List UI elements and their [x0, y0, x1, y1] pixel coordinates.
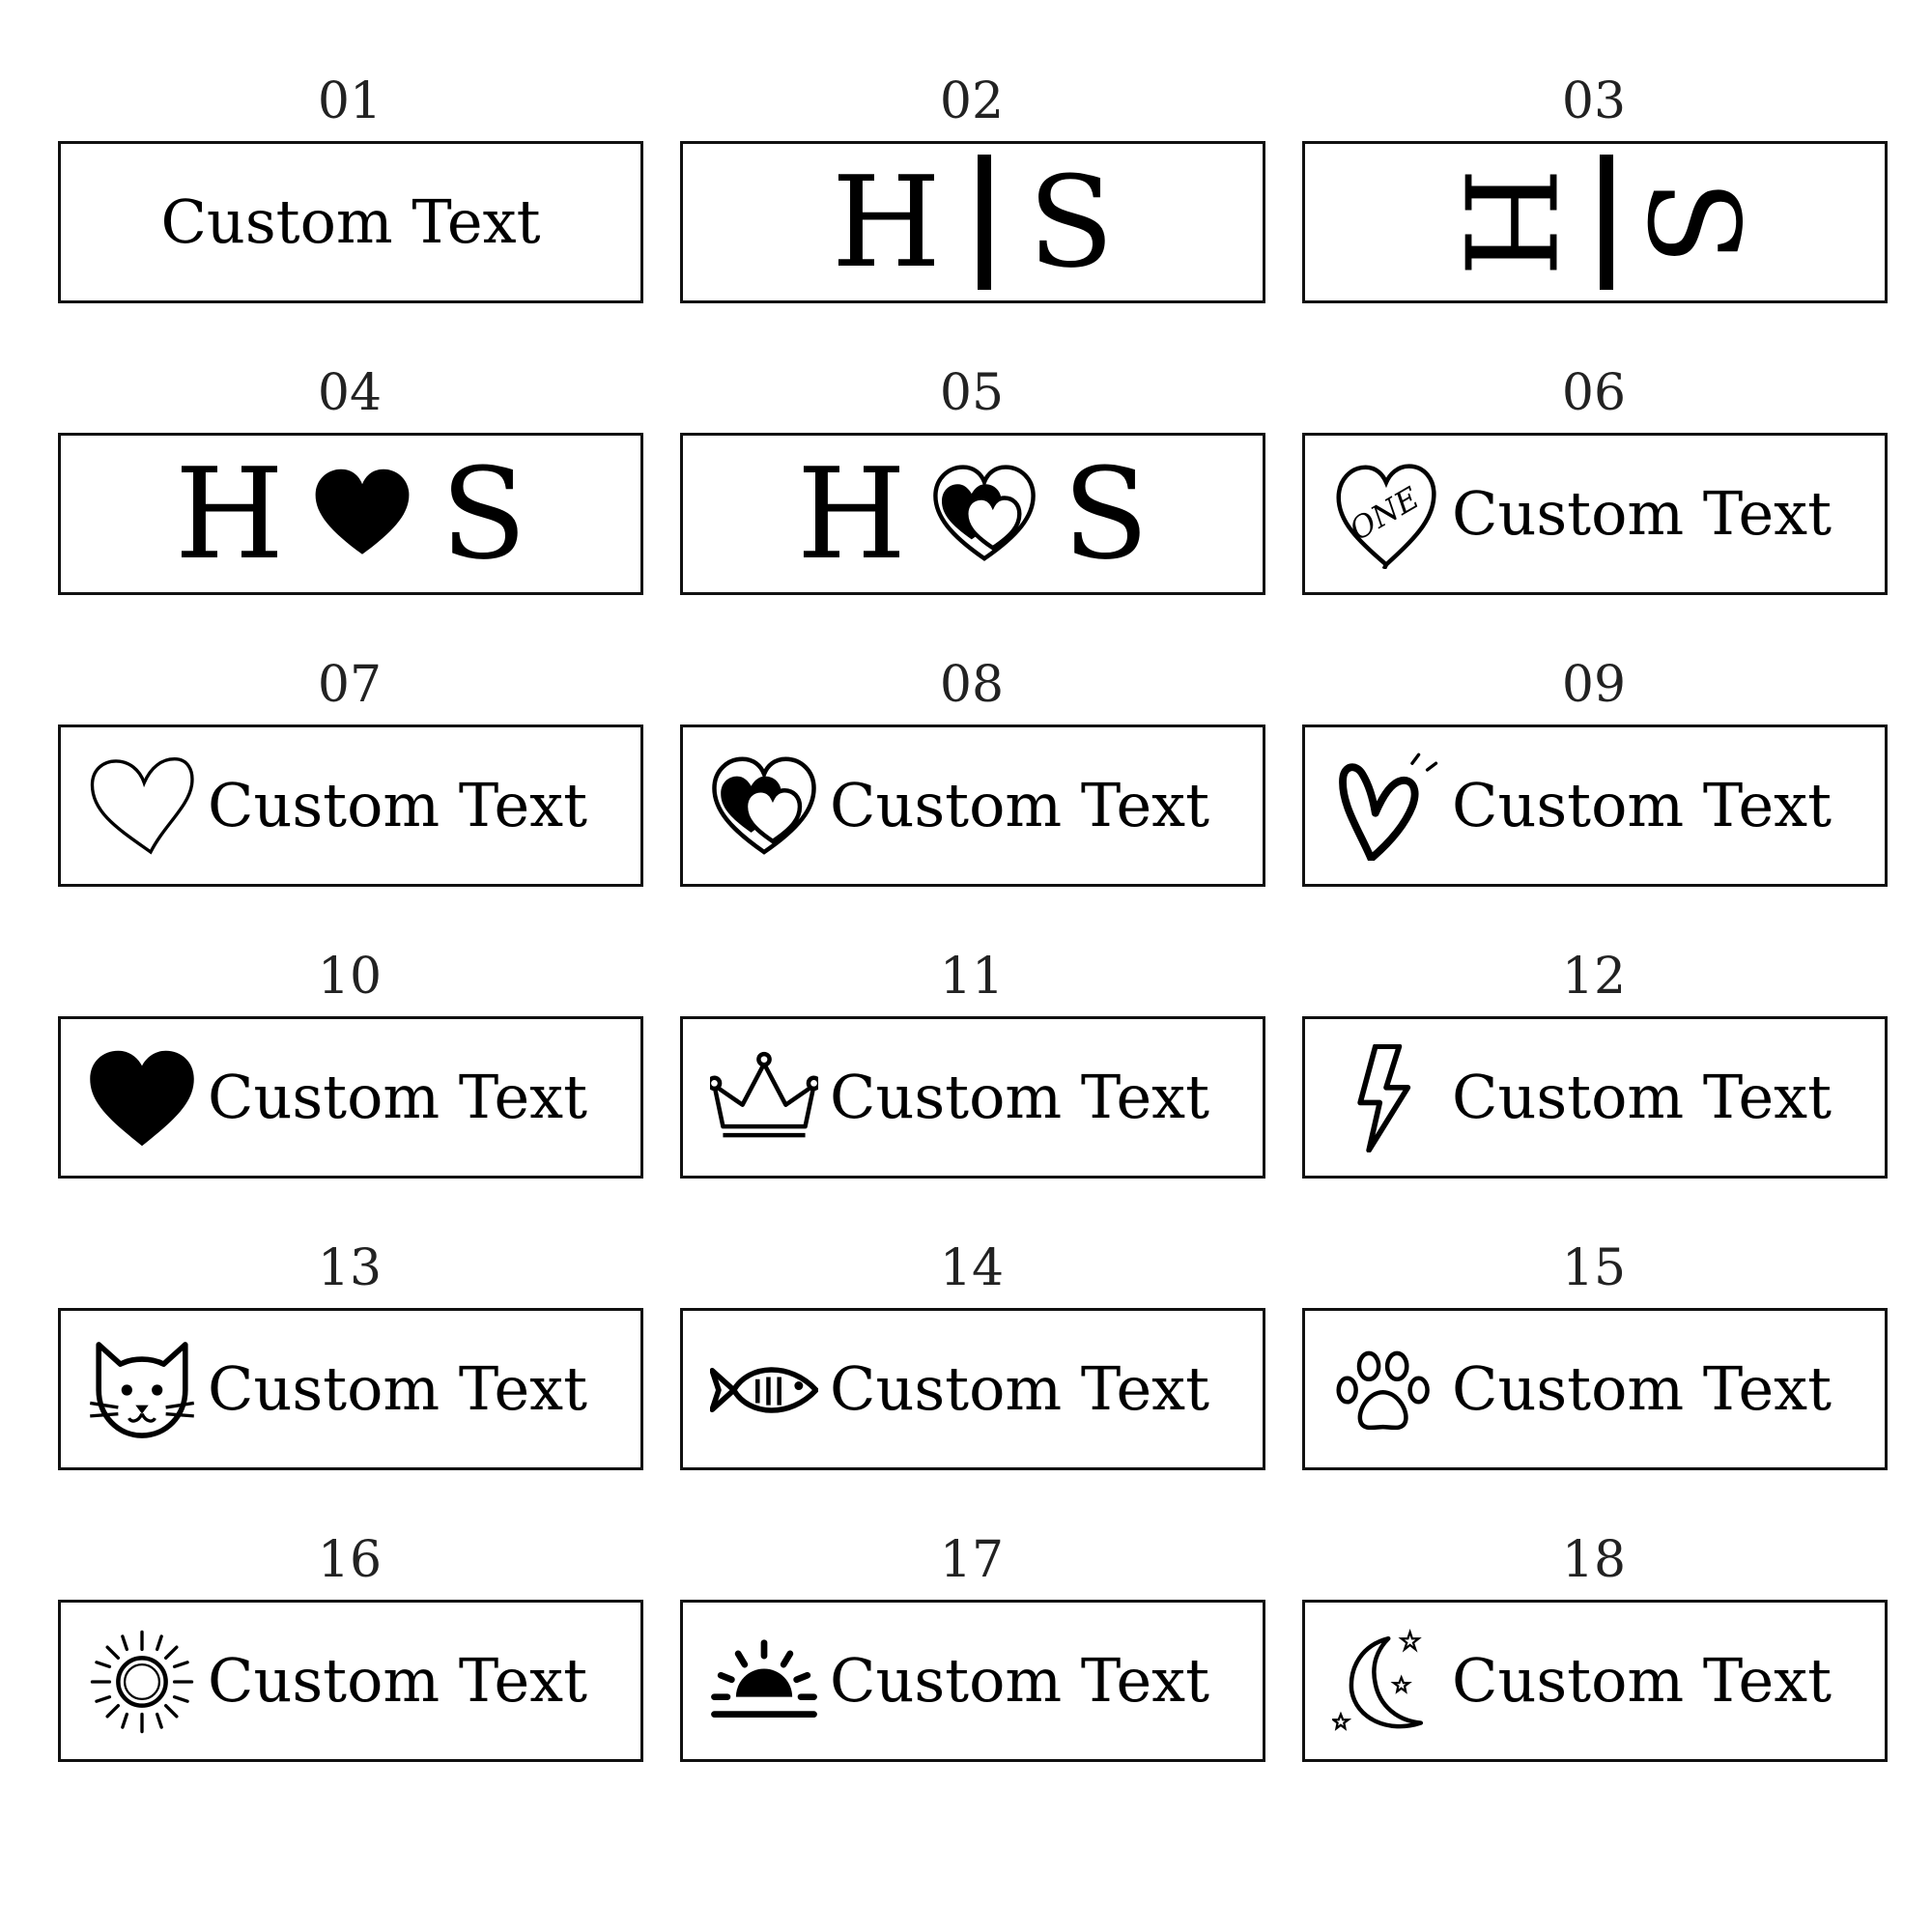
option-04[interactable] [58, 359, 641, 651]
option-number: 13 [317, 1239, 383, 1297]
vertical-bar-divider [978, 155, 991, 290]
lightning-icon [1332, 1044, 1440, 1152]
plate-preview [58, 724, 643, 887]
cat-face-icon [88, 1336, 196, 1444]
plate-text: Custom Text [830, 1353, 1210, 1424]
plate-preview [680, 433, 1265, 595]
plate-text: Custom Text [830, 1645, 1210, 1716]
plate-preview [680, 141, 1265, 303]
plate-preview [1302, 1600, 1888, 1762]
option-07[interactable] [58, 651, 641, 943]
plate-preview [1302, 141, 1888, 303]
plate-text: Custom Text [208, 1062, 588, 1132]
plate-preview [680, 1016, 1265, 1179]
plate-preview [58, 1308, 643, 1470]
option-14[interactable] [680, 1235, 1264, 1526]
double-heart-icon [931, 461, 1037, 567]
monogram-right-initial: S [1619, 179, 1767, 266]
option-number: 12 [1561, 948, 1627, 1006]
monogram-left-initial: H [1435, 167, 1582, 277]
solid-heart-icon [88, 1044, 196, 1152]
option-02[interactable] [680, 68, 1264, 359]
option-number: 14 [939, 1239, 1005, 1297]
sun-icon [88, 1628, 196, 1736]
paw-print-icon [1332, 1336, 1440, 1444]
option-number: 07 [317, 656, 383, 714]
double-heart-icon [710, 753, 818, 861]
option-number: 05 [939, 364, 1005, 422]
monogram [683, 144, 1263, 300]
monogram-left-initial: H [831, 149, 942, 296]
option-13[interactable] [58, 1235, 641, 1526]
monogram-right-initial: S [1063, 440, 1150, 587]
plate-preview [58, 1016, 643, 1179]
plate-text: Custom Text [208, 1645, 588, 1716]
option-10[interactable] [58, 943, 641, 1235]
plate-text: Custom Text [1452, 478, 1833, 549]
engraving-options-grid [58, 68, 1886, 1818]
plate-preview [1302, 433, 1888, 595]
plate-preview [58, 141, 643, 303]
option-number: 10 [317, 948, 383, 1006]
rotated-monogram [1305, 144, 1885, 300]
option-number: 18 [1561, 1531, 1627, 1589]
plate-preview [680, 1600, 1265, 1762]
plate-text: Custom Text [208, 1353, 588, 1424]
option-number: 11 [939, 948, 1005, 1006]
option-18[interactable] [1302, 1526, 1886, 1818]
option-16[interactable] [58, 1526, 641, 1818]
plate-preview [680, 724, 1265, 887]
plate-text: Custom Text [1452, 1353, 1833, 1424]
svg-text:ONE: ONE [1344, 480, 1426, 548]
monogram-right-initial: S [1028, 149, 1115, 296]
one-heart-icon [1332, 461, 1440, 569]
option-number: 04 [317, 364, 383, 422]
plate-preview [680, 1308, 1265, 1470]
plate-text: Custom Text [208, 770, 588, 840]
option-08[interactable] [680, 651, 1264, 943]
fish-icon [710, 1336, 818, 1444]
moon-stars-icon [1332, 1628, 1440, 1736]
monogram-right-initial: S [440, 440, 527, 587]
option-number: 03 [1561, 72, 1627, 130]
brush-heart-icon [1332, 753, 1440, 861]
option-12[interactable] [1302, 943, 1886, 1235]
monogram [61, 436, 640, 592]
plate-text: Custom Text [160, 186, 541, 257]
plate-text: Custom Text [1452, 1645, 1833, 1716]
monogram [683, 436, 1263, 592]
option-06[interactable] [1302, 359, 1886, 651]
option-15[interactable] [1302, 1235, 1886, 1526]
plate-preview [1302, 1308, 1888, 1470]
plate-text: Custom Text [1452, 1062, 1833, 1132]
option-number: 17 [939, 1531, 1005, 1589]
option-01[interactable] [58, 68, 641, 359]
monogram-left-initial: H [796, 440, 907, 587]
sunrise-icon [710, 1628, 818, 1736]
monogram-left-initial: H [174, 440, 285, 587]
outline-heart-icon [88, 753, 196, 861]
plate-preview [58, 1600, 643, 1762]
option-11[interactable] [680, 943, 1264, 1235]
plate-text: Custom Text [1452, 770, 1833, 840]
option-number: 15 [1561, 1239, 1627, 1297]
option-number: 16 [317, 1531, 383, 1589]
plate-preview [1302, 1016, 1888, 1179]
option-03[interactable] [1302, 68, 1886, 359]
option-17[interactable] [680, 1526, 1264, 1818]
option-number: 09 [1561, 656, 1627, 714]
plate-text: Custom Text [830, 1062, 1210, 1132]
plate-text: Custom Text [830, 770, 1210, 840]
option-number: 02 [939, 72, 1005, 130]
plate-preview [58, 433, 643, 595]
option-number: 08 [939, 656, 1005, 714]
option-number: 06 [1561, 364, 1627, 422]
solid-heart-icon [309, 461, 415, 567]
option-number: 01 [317, 72, 383, 130]
vertical-bar-divider [1600, 155, 1613, 290]
crown-icon [710, 1044, 818, 1152]
option-05[interactable] [680, 359, 1264, 651]
plate-preview [1302, 724, 1888, 887]
option-09[interactable] [1302, 651, 1886, 943]
